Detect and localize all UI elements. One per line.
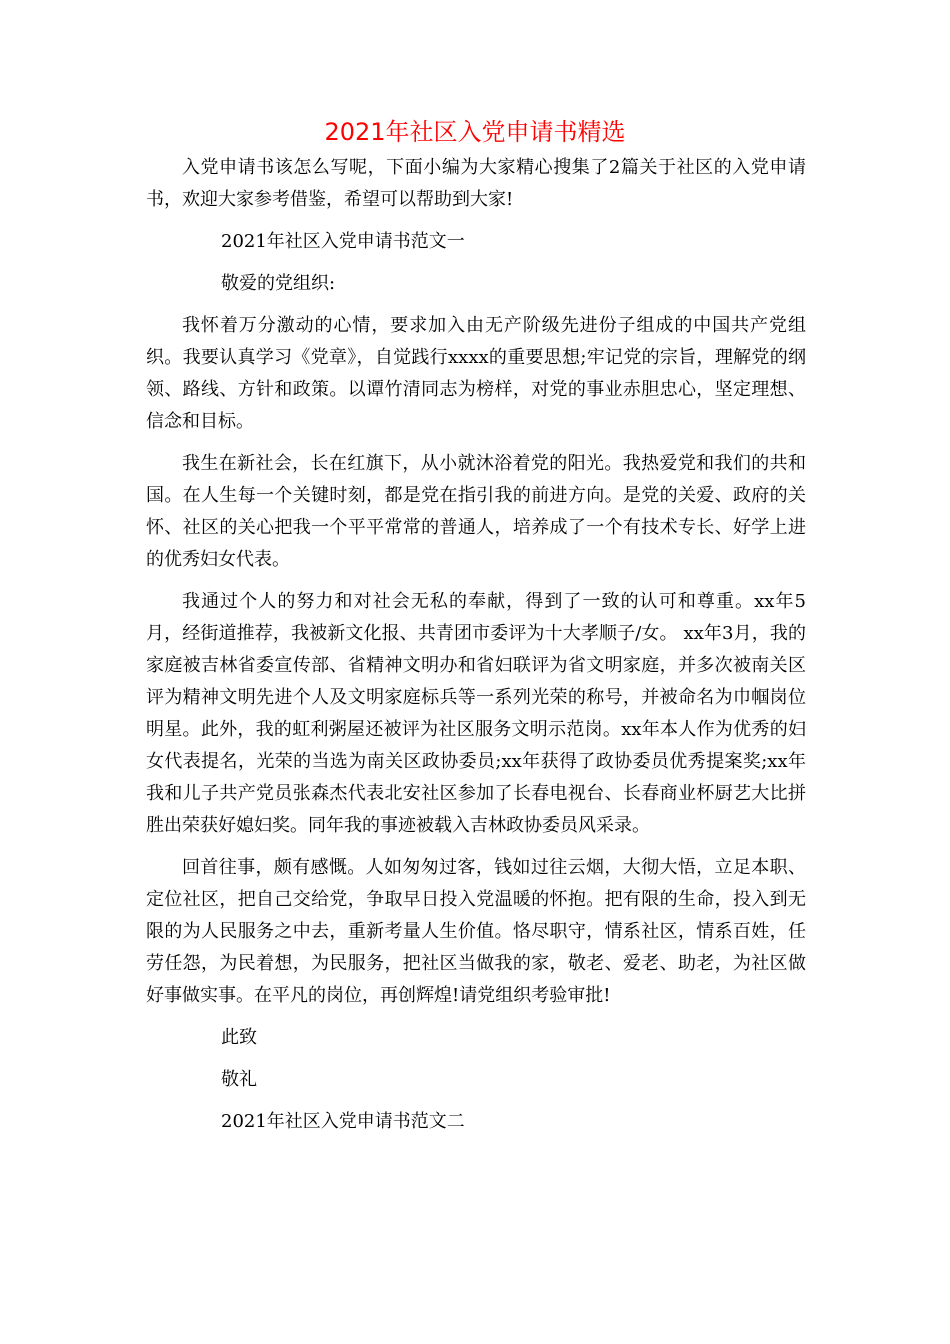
intro-paragraph: 入党申请书该怎么写呢，下面小编为大家精心搜集了2篇关于社区的入党申请书，欢迎大家参考借鉴，希望可以帮助到大家! xyxy=(146,157,806,210)
body-paragraph-4: 回首往事，颇有感慨。人如匆匆过客，钱如过往云烟，大彻大悟，立足本职、定位社区，把自己交给党，争取早日投入党温暖的怀抱。把有限的生命，投入到无限的为人民服务之中去，重新考量人生价值。恪尽职守，情系社区，情系百姓，任劳任怨，为民着想，为民服务，把社区当做我的家，敬老、爱老、助老，为社区做好事做实事。在平凡的岗位，再创辉煌!请党组织考验审批! xyxy=(146,857,806,1006)
closing-line-2: 敬礼 xyxy=(221,1069,257,1090)
body-paragraph-2: 我生在新社会，长在红旗下，从小就沐浴着党的阳光。我热爱党和我们的共和国。在人生每一个关键时刻，都是党在指引我的前进方向。是党的关爱、政府的关怀、社区的关心把我一个平平常常的普通人，培养成了一个有技术专长、好学上进的优秀妇女代表。 xyxy=(146,453,806,570)
body-paragraph-3: 我通过个人的努力和对社会无私的奉献，得到了一致的认可和尊重。xx年5月，经街道推荐，我被新文化报、共青团市委评为十大孝顺子/女。 xx年3月，我的家庭被吉林省委宣传部、省精神文明办和省妇联评为省文明家庭，并多次被南关区评为精神文明先进个人及文明家庭标兵等一系列光荣的称号，并被命名为巾帼岗位明星。此外，我的虹利粥屋还被评为社区服务文明示范岗。xx年本人作为优秀的妇女代表提名，光荣的当选为南关区政协委员;xx年获得了政协委员优秀提案奖;xx年我和儿子共产党员张森杰代表北安社区参加了长春电视台、长春商业杯厨艺大比拼胜出荣获好媳妇奖。同年我的事迹被载入吉林政协委员风采录。 xyxy=(146,591,806,836)
document-title: 2021年社区入党申请书精选 xyxy=(324,118,626,146)
section-heading-2: 2021年社区入党申请书范文二 xyxy=(221,1111,465,1132)
section-heading-1: 2021年社区入党申请书范文一 xyxy=(221,231,465,252)
closing-line-1: 此致 xyxy=(221,1027,257,1048)
salutation: 敬爱的党组织: xyxy=(221,273,336,294)
body-paragraph-1: 我怀着万分激动的心情，要求加入由无产阶级先进份子组成的中国共产党组织。我要认真学习《党章》，自觉践行xxxx的重要思想;牢记党的宗旨，理解党的纲领、路线、方针和政策。以谭竹清同志为榜样，对党的事业赤胆忠心，坚定理想、信念和目标。 xyxy=(146,315,806,432)
document-body xyxy=(146,152,806,1138)
